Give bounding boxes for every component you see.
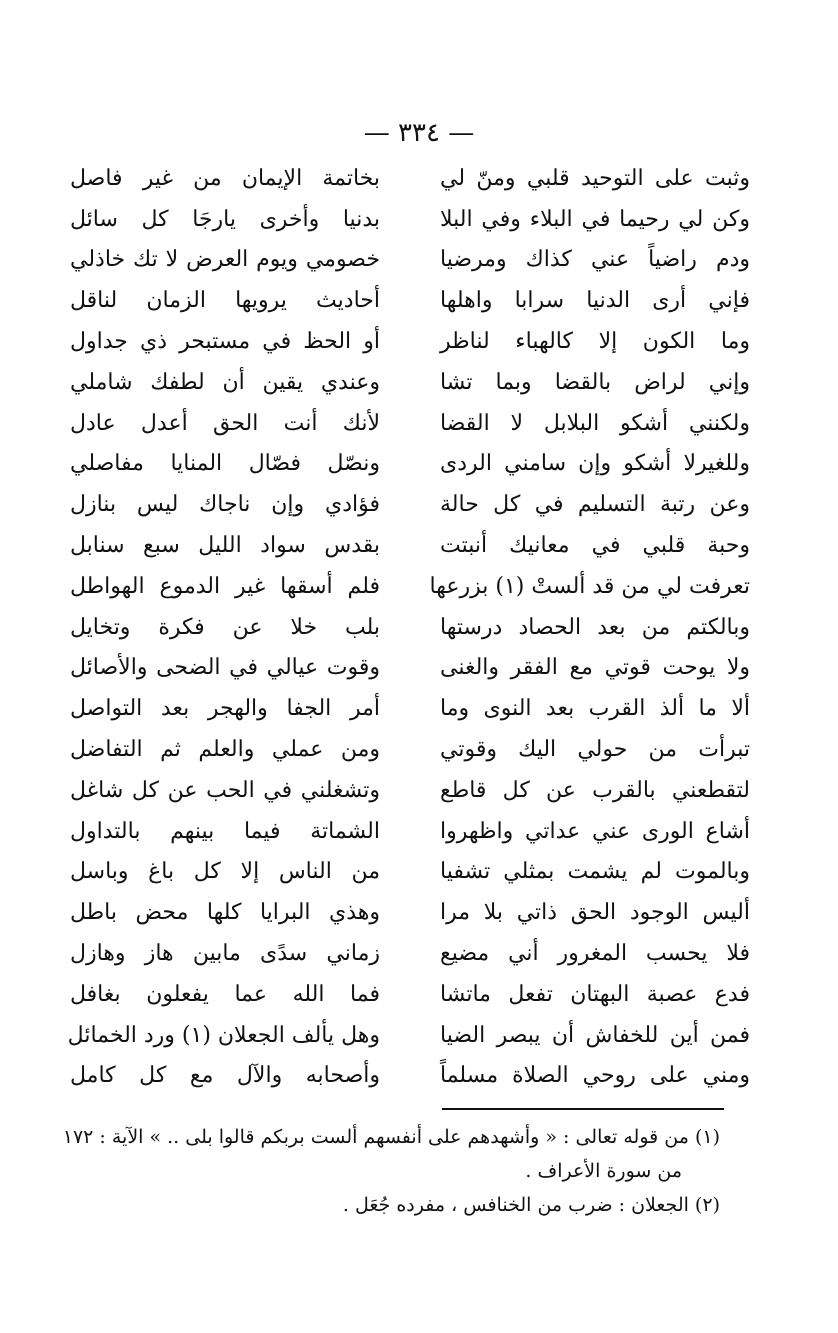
verse-line xyxy=(70,158,750,199)
verse-line xyxy=(70,648,750,689)
verse-second-hemistich: أو الحظ في مستبحر ذي جداول xyxy=(70,329,380,355)
verse-second-hemistich: بدنيا وأخرى يارجَا كل سائل xyxy=(70,206,380,232)
verse-second-hemistich: وأصحابه والآل مع كل كامل xyxy=(70,1063,380,1089)
verse-second-hemistich: وتشغلني في الحب عن كل شاغل xyxy=(70,777,380,803)
verse-first-hemistich: فإني أرى الدنيا سرابا واهلها xyxy=(440,288,750,314)
verse-second-hemistich: لأنك أنت الحق أعدل عادل xyxy=(70,410,380,436)
verse-first-hemistich: لتقطعني بالقرب عن كل قاطع xyxy=(440,777,750,803)
verse-second-hemistich: بقدس سواد الليل سبع سنابل xyxy=(70,533,380,559)
verse-first-hemistich: وكن لي رحيما في البلاء وفي البلا xyxy=(440,206,750,232)
verse-first-hemistich: ولكنني أشكو البلابل لا القضا xyxy=(440,410,750,436)
page-number: — ٣٣٤ — xyxy=(363,118,475,148)
verse-first-hemistich: وما الكون إلا كالهباء لناظر xyxy=(440,329,750,355)
verse-second-hemistich: خصومي ويوم العرض لا تك خاذلي xyxy=(70,247,380,273)
verse-first-hemistich: أليس الوجود الحق ذاتي بلا مرا xyxy=(440,900,750,926)
verse-line xyxy=(67,1015,750,1056)
verse-second-hemistich: ونصّل فصّال المنايا مفاصلي xyxy=(70,451,380,477)
verse-first-hemistich: ودم راضياً عني كذاك ومرضيا xyxy=(440,247,750,273)
verse-second-hemistich: الشماتة فيما بينهم بالتداول xyxy=(70,818,380,844)
verse-second-hemistich: أمر الجفا والهجر بعد التواصل xyxy=(70,696,380,722)
verse-line xyxy=(70,770,750,811)
verse-second-hemistich: وعندي يقين أن لطفك شاملي xyxy=(70,369,380,395)
verse-first-hemistich: وإني لراض بالقضا وبما تشا xyxy=(440,369,750,395)
verse-line xyxy=(70,566,750,607)
verse-line xyxy=(70,974,750,1015)
verse-second-hemistich: من الناس إلا كل باغ وباسل xyxy=(70,859,380,885)
verse-first-hemistich: وبالكتم من بعد الحصاد درستها xyxy=(440,614,750,640)
verse-first-hemistich: فمن أين للخفاش أن يبصر الضيا xyxy=(440,1022,750,1048)
verse-second-hemistich: بخاتمة الإيمان من غير فاصل xyxy=(70,165,380,191)
verse-line xyxy=(70,321,750,362)
verse-line xyxy=(70,811,750,852)
verse-line xyxy=(70,484,750,525)
footnote-separator xyxy=(442,1108,724,1110)
verse-first-hemistich: تعرفت لي من قد ألستْ (١) بزرعها xyxy=(429,573,750,599)
verse-line xyxy=(70,1056,750,1097)
verse-second-hemistich: أحاديث يرويها الزمان لناقل xyxy=(70,288,380,314)
verse-first-hemistich: وللغيرلا أشكو وإن سامني الردى xyxy=(440,451,750,477)
verse-line xyxy=(70,852,750,893)
footnote-1: (١) من قوله تعالى : « وأشهدهم على أنفسهم ألست بربكم قالوا بلى .. » الآية : ١٧٢ xyxy=(62,1126,720,1148)
verse-line xyxy=(70,688,750,729)
verse-second-hemistich: فما الله عما يفعلون بغافل xyxy=(70,981,380,1007)
verse-first-hemistich: ولا يوحت قوتي مع الفقر والغنى xyxy=(440,655,750,681)
verse-first-hemistich: وحبة قلبي في معانيك أنبتت xyxy=(440,533,750,559)
verse-second-hemistich: فلم أسقها غير الدموع الهواطل xyxy=(70,573,380,599)
verse-second-hemistich: وهذي البرايا كلها محض باطل xyxy=(70,900,380,926)
verse-first-hemistich: وثبت على التوحيد قلبي ومنّ لي xyxy=(440,165,750,191)
verse-first-hemistich: وعن رتبة التسليم في كل حالة xyxy=(440,492,750,518)
verse-first-hemistich: أشاع الورى عني عداتي واظهروا xyxy=(440,818,750,844)
footnotes xyxy=(60,1120,720,1222)
verse-first-hemistich: ألا ما ألذ القرب بعد النوى وما xyxy=(440,696,750,722)
footnote-1-continuation: من سورة الأعراف . xyxy=(525,1160,682,1182)
verse-second-hemistich: بلب خلا عن فكرة وتخايل xyxy=(70,614,380,640)
verse-first-hemistich: فلا يحسب المغرور أني مضيع xyxy=(440,941,750,967)
verse-first-hemistich: تبرأت من حولي اليك وقوتي xyxy=(440,737,750,763)
verse-first-hemistich: فدع عصبة البهتان تفعل ماتشا xyxy=(440,981,750,1007)
footnote-2: (٢) الجعلان : ضرب من الخنافس ، مفرده جُعَل . xyxy=(342,1194,720,1216)
poem-body xyxy=(67,158,750,1096)
verse-second-hemistich: زماني سدًى مابين هاز وهازل xyxy=(70,941,380,967)
verse-line xyxy=(70,362,750,403)
verse-second-hemistich: ومن عملي والعلم ثم التفاضل xyxy=(70,737,380,763)
verse-line xyxy=(70,444,750,485)
verse-first-hemistich: ومني على روحي الصلاة مسلماً xyxy=(440,1063,750,1089)
verse-line xyxy=(70,403,750,444)
verse-line xyxy=(70,729,750,770)
verse-line xyxy=(70,607,750,648)
verse-second-hemistich: وقوت عيالي في الضحى والأصائل xyxy=(70,655,380,681)
verse-line xyxy=(70,525,750,566)
verse-line xyxy=(70,280,750,321)
verse-line xyxy=(70,892,750,933)
verse-line xyxy=(70,199,750,240)
verse-first-hemistich: وبالموت لم يشمت بمثلي تشفيا xyxy=(440,859,750,885)
verse-second-hemistich: وهل يألف الجعلان (١) ورد الخمائل xyxy=(67,1022,380,1048)
verse-line xyxy=(70,933,750,974)
verse-second-hemistich: فؤادي وإن ناجاك ليس بنازل xyxy=(70,492,380,518)
verse-line xyxy=(70,240,750,281)
